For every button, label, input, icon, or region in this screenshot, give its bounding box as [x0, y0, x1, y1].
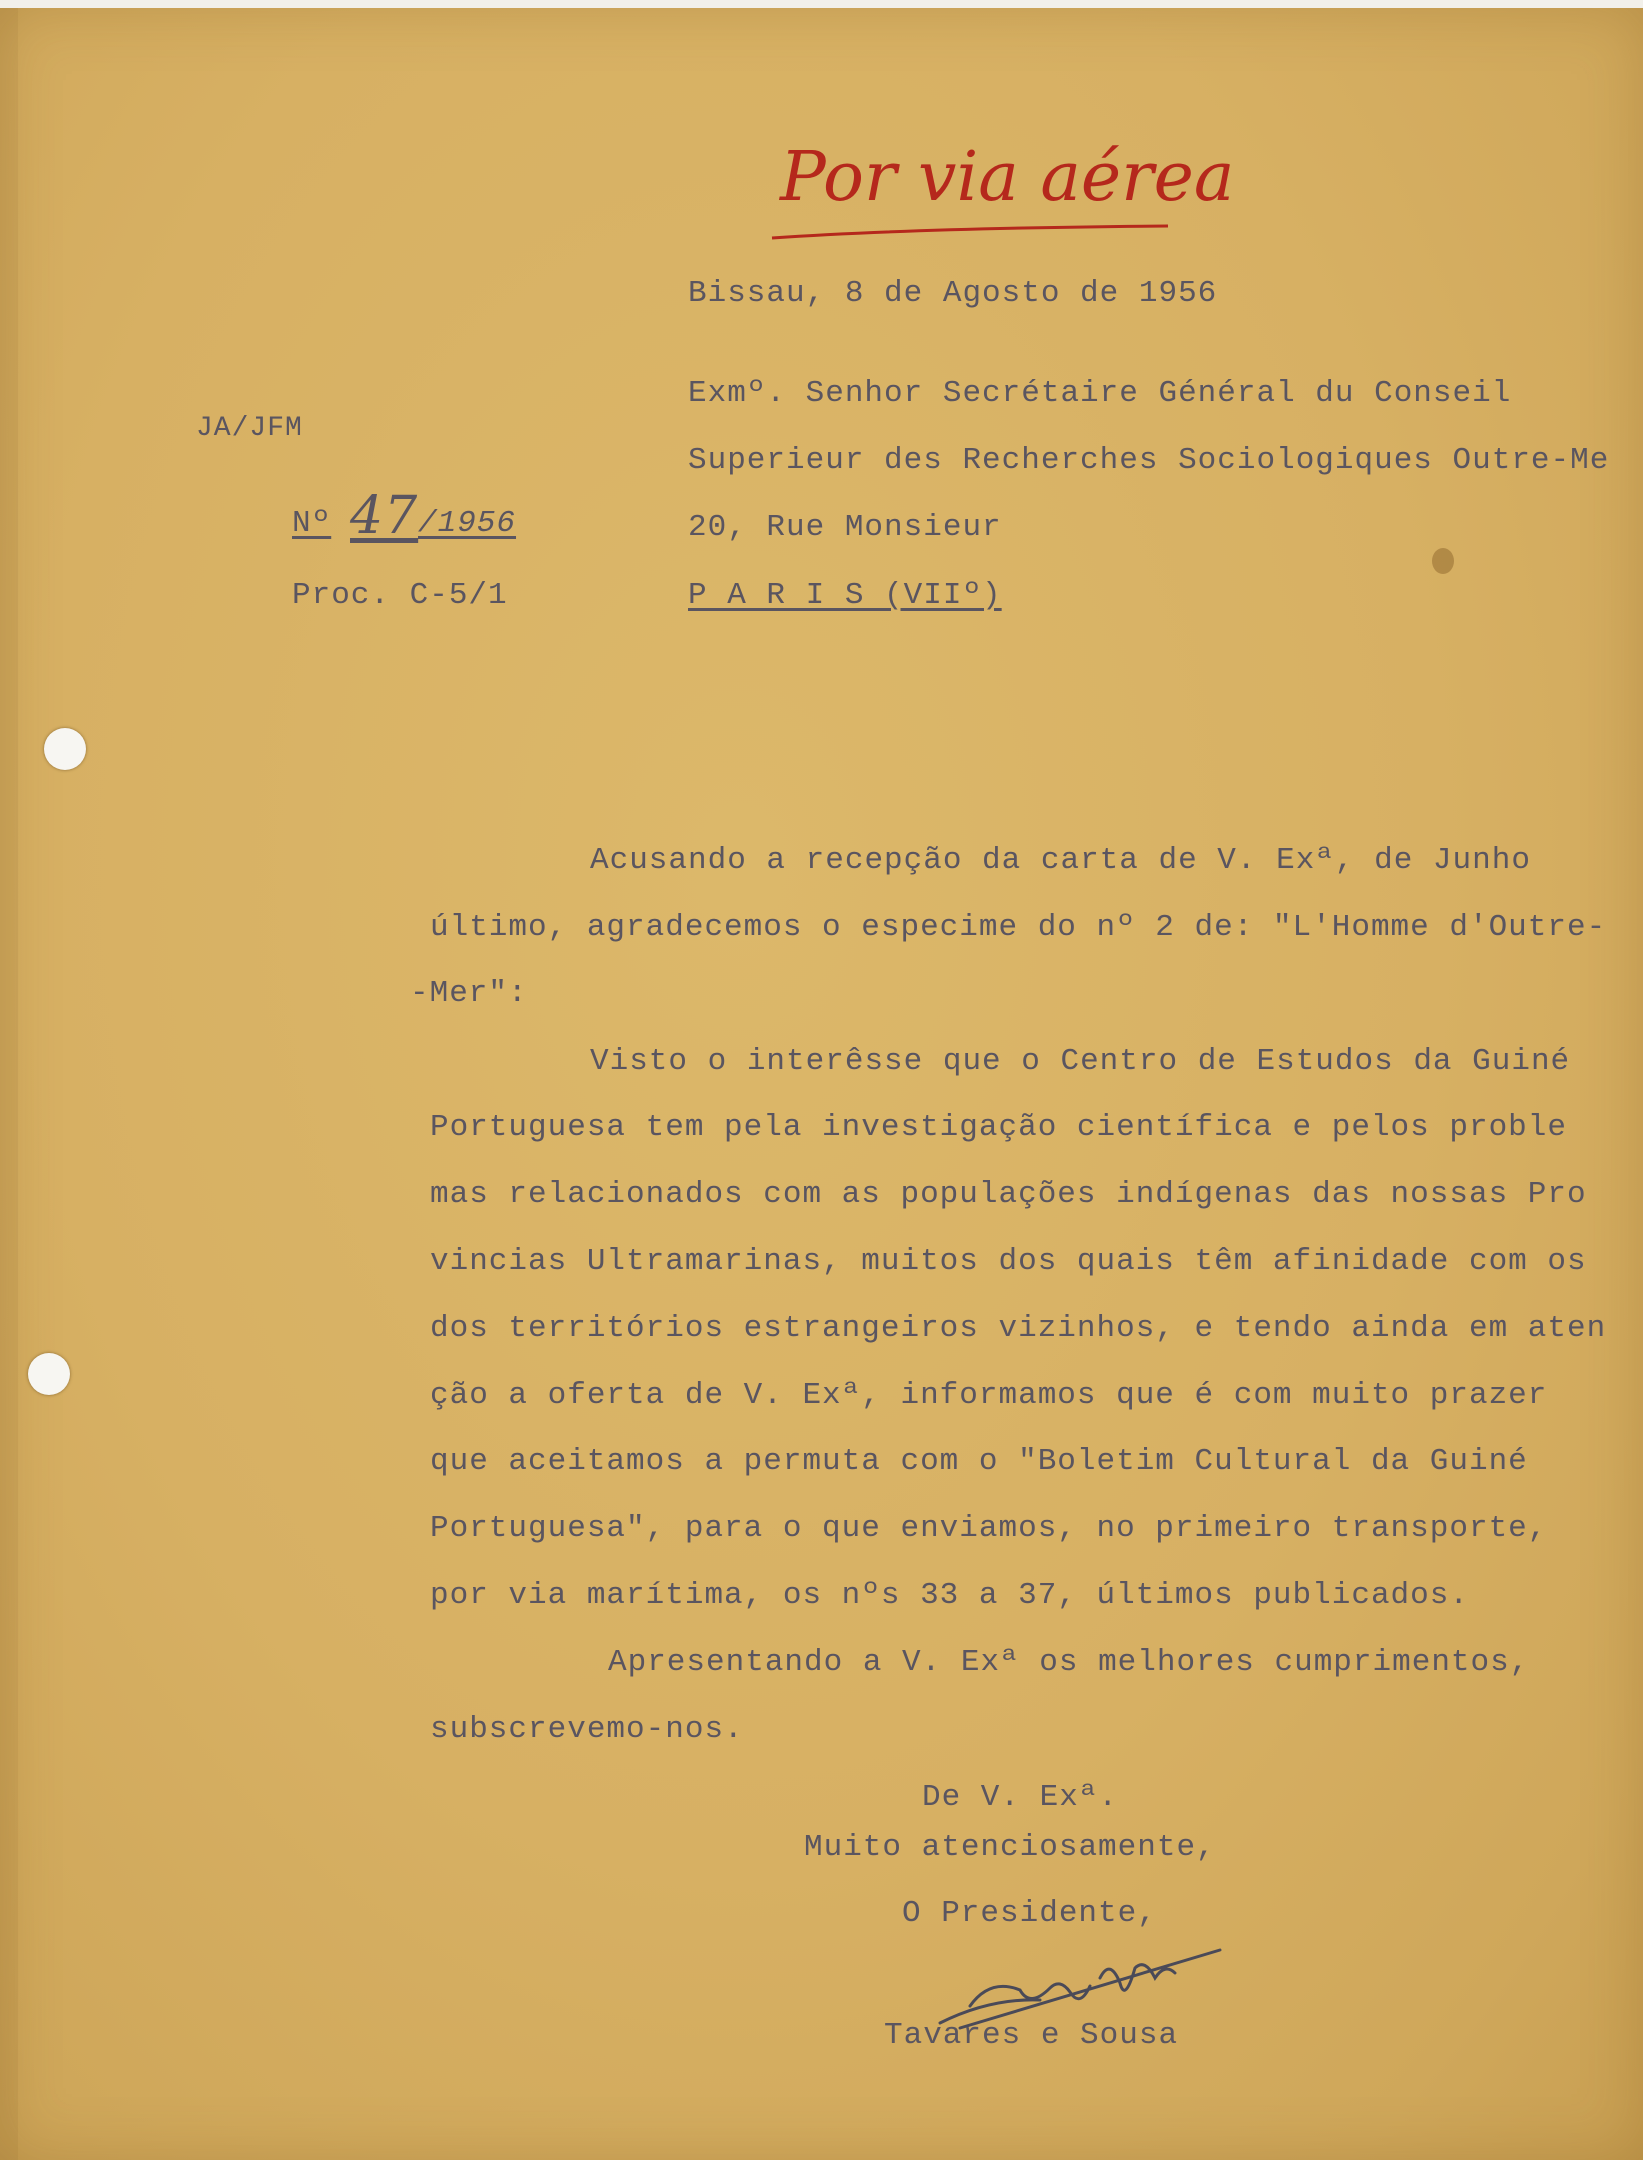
addressee-line-2: Superieur des Recherches Sociologiques Outre-Me: [688, 443, 1610, 478]
body-line: -Mer":: [410, 976, 528, 1011]
closing-title: O Presidente,: [902, 1896, 1157, 1931]
body-line: subscrevemo-nos.: [430, 1712, 744, 1747]
addressee-line-1: Exmº. Senhor Secrétaire Général du Conseil: [688, 376, 1512, 411]
punch-hole-top: [44, 728, 86, 770]
reference-year: /1956: [418, 506, 517, 541]
reference-process: Proc. C-5/1: [292, 578, 508, 613]
body-line: Visto o interêsse que o Centro de Estudos da Guiné: [590, 1044, 1571, 1079]
page-edge-shadow: [0, 8, 18, 2160]
body-line: Apresentando a V. Exª os melhores cumprimentos,: [608, 1645, 1530, 1680]
place-date: Bissau, 8 de Agosto de 1956: [688, 276, 1218, 311]
body-line: Acusando a recepção da carta de V. Exª, de Junho: [590, 843, 1531, 878]
signatory-name: Tavares e Sousa: [884, 2018, 1179, 2053]
airmail-handwritten-note: Por via aérea: [780, 138, 1235, 217]
body-line: Portuguesa tem pela investigação científica e pelos proble: [430, 1110, 1567, 1145]
punch-hole-bottom: [28, 1353, 70, 1395]
body-line: vincias Ultramarinas, muitos dos quais têm afinidade com os: [430, 1244, 1587, 1279]
airmail-underline: [770, 218, 1170, 248]
closing-regards: Muito atenciosamente,: [804, 1830, 1216, 1865]
body-line: último, agradecemos o especime do nº 2 de: "L'Homme d'Outre-: [430, 910, 1607, 945]
addressee-line-3: 20, Rue Monsieur: [688, 510, 1002, 545]
stain-spot: [1432, 548, 1454, 574]
reference-initials: JA/JFM: [196, 413, 303, 444]
reference-number-handwritten: 47: [350, 486, 419, 546]
body-line: que aceitamos a permuta com o "Boletim Cultural da Guiné: [430, 1444, 1528, 1479]
body-line: Portuguesa", para o que enviamos, no primeiro transporte,: [430, 1511, 1548, 1546]
addressee-city: P A R I S (VIIº): [688, 578, 1002, 613]
body-line: dos territórios estrangeiros vizinhos, e tendo ainda em aten: [430, 1311, 1607, 1346]
body-line: por via marítima, os nºs 33 a 37, últimos publicados.: [430, 1578, 1469, 1613]
body-line: ção a oferta de V. Exª, informamos que é com muito prazer: [430, 1378, 1548, 1413]
letter-page: [0, 8, 1643, 2160]
reference-number-prefix: Nº: [292, 506, 332, 541]
closing-formula: De V. Exª.: [922, 1780, 1119, 1815]
body-line: mas relacionados com as populações indígenas das nossas Pro: [430, 1177, 1587, 1212]
